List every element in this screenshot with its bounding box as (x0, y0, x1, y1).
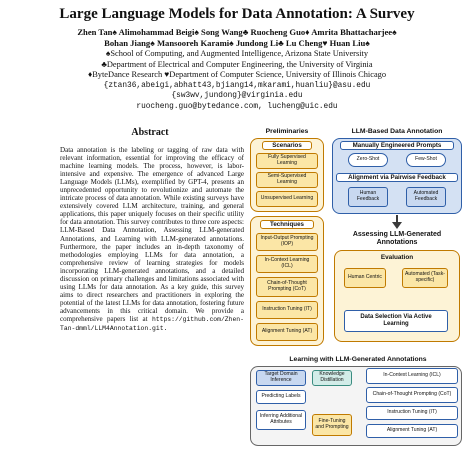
automated-task-box: Automated (Task-specific) (402, 268, 448, 288)
automated-feedback-box: Automated Feedback (406, 187, 446, 207)
inferring-attrs-box: Inferring Additional Attributes (256, 410, 306, 430)
email-1: {ztan36,abeigi,abhatt43,bjiang14,mkarami,huanliu}@asu.edu (103, 81, 371, 90)
abstract-link[interactable]: https://github.com/Zhen-Tan-dmml/LLM4Annotation.git. (60, 315, 244, 333)
human-feedback-box: Human Feedback (348, 187, 388, 207)
technique-item-2: In-Context Learning (ICL) (256, 255, 318, 273)
scenario-item-2: Semi-Supervised Learning (256, 172, 318, 188)
learn-item-2: Chain-of-Thought Prompting (CoT) (366, 387, 458, 403)
affiliation-2: ♣Department of Electrical and Computer Engineering, the University of Virginia (101, 59, 373, 69)
finetuning-box: Fine-Tuning and Prompting (312, 414, 352, 436)
author-list (0, 27, 474, 49)
technique-item-4: Instruction Tuning (IT) (256, 301, 318, 319)
learn-item-4: Alignment Tuning (AT) (366, 424, 458, 438)
manual-prompts-header: Manually Engineered Prompts (340, 141, 454, 150)
taxonomy-figure (248, 128, 464, 448)
alignment-header: Alignment via Pairwise Feedback (336, 173, 458, 182)
assessing-label: Assessing LLM-Generated Annotations (352, 231, 442, 246)
email-3: ruocheng.guo@bytedance.com, lucheng@uic.edu (136, 102, 338, 111)
llm-based-label: LLM-Based Data Annotation (351, 128, 443, 135)
abstract-body (60, 146, 244, 333)
evaluation-label: Evaluation (380, 254, 414, 261)
paper-title: Large Language Models for Data Annotation: A Survey (59, 6, 415, 22)
technique-item-1: Input-Output Prompting (IOP) (256, 233, 318, 251)
human-centric-box: Human Centric (344, 268, 386, 288)
preliminaries-label: Preliminaries (265, 128, 309, 135)
abstract-text: Data annotation is the labeling or tagging of raw data with relevant information, essential for improving the efficacy of machine learning models. The process, however, is labor-intensive and expensive. The emergence of advanced Large Language Models (LLMs), exemplified by GPT-4, presents an unprecedented opportunity to revolutionize and automate the intricate process of data annotation. While existing surveys have extensively covered LLM architecture, training, and general applications, this paper uniquely focuses on their specific utility for data annotation. This survey contributes to three core aspects: LLM-Based Data Annotation, Assessing LLM-generated Annotations, and Learning with LLM-generated annotations. Furthermore, the paper includes an in-depth taxonomy of methodologies employing LLMs for data annotation, a comprehensive review of learning strategies for models incorporating LLM-generated annotations, and a detailed discussion on primary challenges and limitations associated with using LLMs for data annotation. As a key guide, this survey aims to direct researchers and practitioners in exploring the potential of the latest LLMs for data annotation, fostering future advancements in this critical domain. We provide a comprehensive papers list at (60, 146, 244, 323)
technique-item-3: Chain-of-Thought Prompting (CoT) (256, 277, 318, 297)
scenario-item-1: Fully Supervised Learning (256, 153, 318, 169)
abstract-heading: Abstract (131, 127, 169, 138)
few-shot-box: Few-Shot (406, 153, 446, 167)
affiliations (0, 49, 474, 113)
learn-item-1: In-Context Learning (ICL) (366, 368, 458, 384)
scenarios-header: Scenarios (262, 141, 312, 150)
technique-item-5: Alignment Tuning (AT) (256, 323, 318, 341)
zero-shot-box: Zero-Shot (348, 153, 388, 167)
learning-label: Learning with LLM-Generated Annotations (289, 356, 427, 363)
predicting-labels-box: Predicting Labels (256, 390, 306, 404)
affiliation-3: ♦ByteDance Research ♥Department of Computer Science, University of Illinois Chicago (87, 70, 387, 80)
arrow-down-1 (392, 222, 402, 229)
affiliation-1: ♠School of Computing, and Augmented Intelligence, Arizona State University (105, 49, 369, 58)
authors-line-2: Bohan Jiang♠ Mansooreh Karami♠ Jundong Li♣ Lu Cheng♥ Huan Liu♠ (104, 38, 370, 48)
authors-line-1: Zhen Tan♠ Alimohammad Beigi♠ Song Wang♣ Ruocheng Guo♦ Amrita Bhattacharjee♠ (77, 27, 397, 37)
target-domain-box: Target Domain Inference (256, 370, 306, 386)
scenario-item-3: Unsupervised Learning (256, 191, 318, 207)
knowledge-distillation-box: Knowledge Distillation (312, 370, 352, 386)
techniques-header: Techniques (260, 220, 314, 229)
learn-item-3: Instruction Tuning (IT) (366, 406, 458, 420)
email-2: {sw3wv,jundong}@virginia.edu (171, 92, 303, 101)
data-selection-box: Data Selection Via Active Learning (344, 310, 448, 332)
